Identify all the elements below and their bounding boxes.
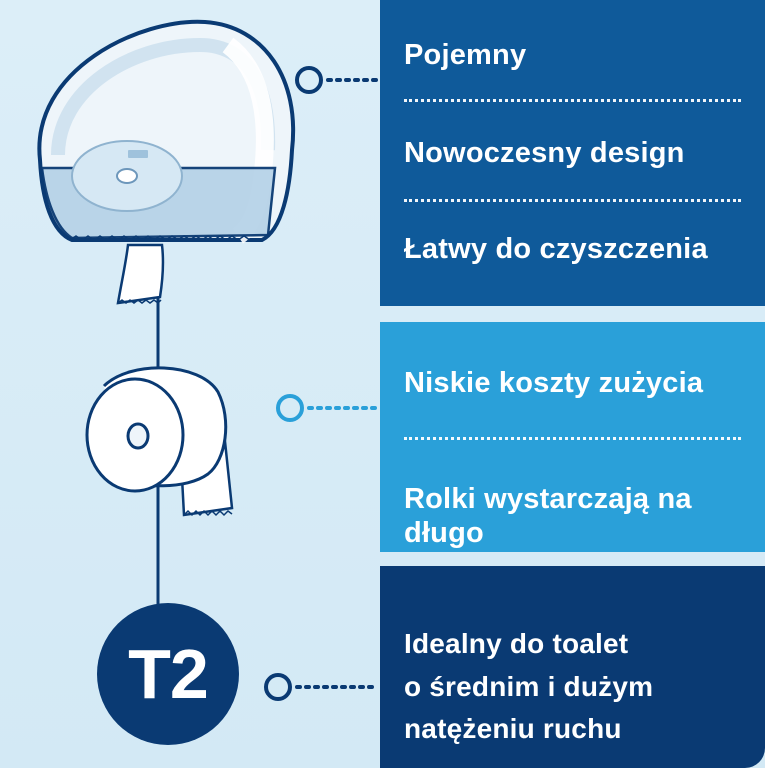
illustration-column: [0, 0, 380, 768]
feature-text: długo: [404, 517, 484, 549]
badge-label: T2: [128, 635, 208, 713]
dispenser-icon: [39, 22, 293, 240]
feature-text: Łatwy do czyszczenia: [404, 233, 708, 265]
feature-text: Niskie koszty zużycia: [404, 367, 704, 399]
dotted-divider: [404, 99, 741, 102]
feature-text: Rolki wystarczają na: [404, 483, 692, 515]
connector-1: [297, 68, 378, 92]
dotted-divider: [404, 437, 741, 440]
usage-line: Idealny do toalet: [404, 628, 629, 659]
usage-panel: [380, 566, 765, 768]
connector-3: [266, 675, 378, 699]
dotted-divider: [404, 199, 741, 202]
features-panel-cost: [380, 322, 765, 552]
connector-2: [278, 396, 378, 420]
usage-line: natężeniu ruchu: [404, 713, 622, 744]
feature-text: Pojemny: [404, 39, 527, 71]
usage-line: o średnim i dużym: [404, 671, 654, 702]
feature-text: Nowoczesny design: [404, 137, 685, 169]
t2-badge: [97, 603, 239, 745]
features-panel-design: [380, 0, 765, 306]
paper-tail-icon: [118, 245, 163, 303]
